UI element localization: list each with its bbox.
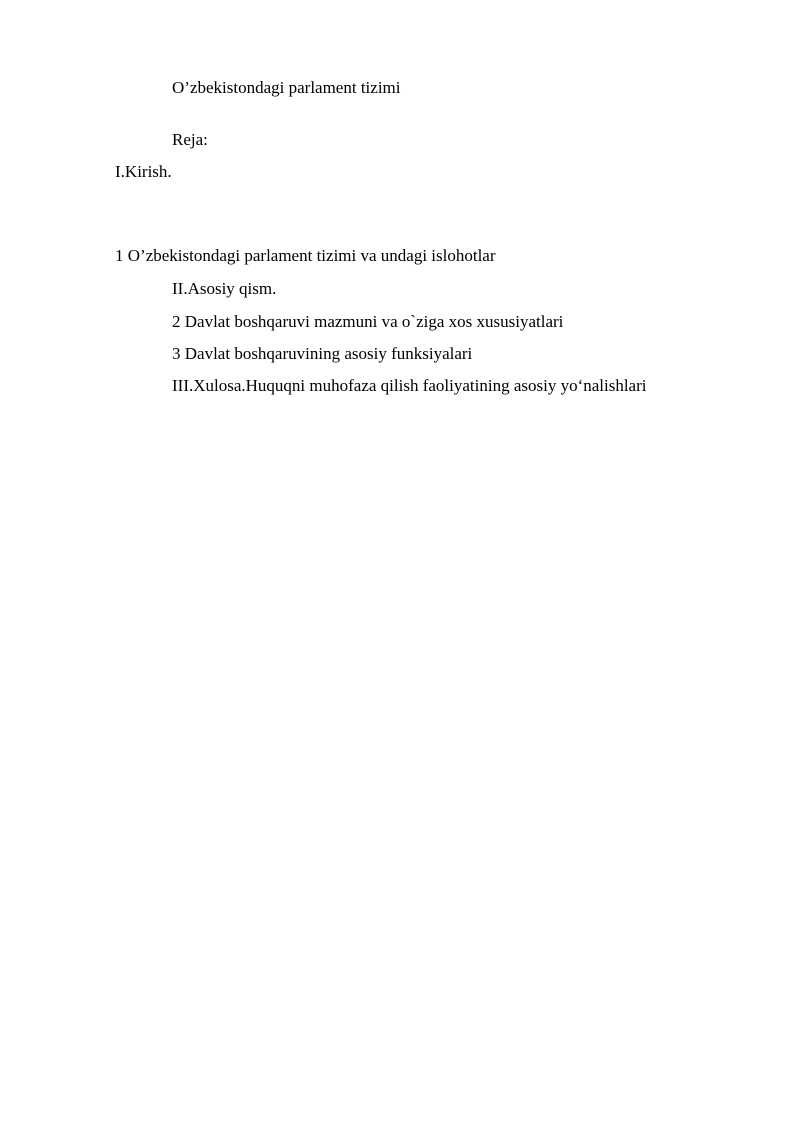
- outline-item-conclusion: III.Xulosa.Huquqni muhofaza qilish faoliyatining asosiy yo‘nalishlari: [172, 376, 647, 395]
- outline-item-2: 2 Davlat boshqaruvi mazmuni va o`ziga xos xususiyatlari: [172, 312, 564, 331]
- document-title: O’zbekistondagi parlament tizimi: [172, 78, 401, 97]
- outline-item-main: II.Asosiy qism.: [172, 279, 277, 298]
- outline-item-1: 1 O’zbekistondagi parlament tizimi va undagi islohotlar: [115, 246, 496, 265]
- plan-label: Reja:: [172, 130, 208, 149]
- outline-item-intro: I.Kirish.: [115, 162, 172, 181]
- outline-item-3: 3 Davlat boshqaruvining asosiy funksiyalari: [172, 344, 473, 363]
